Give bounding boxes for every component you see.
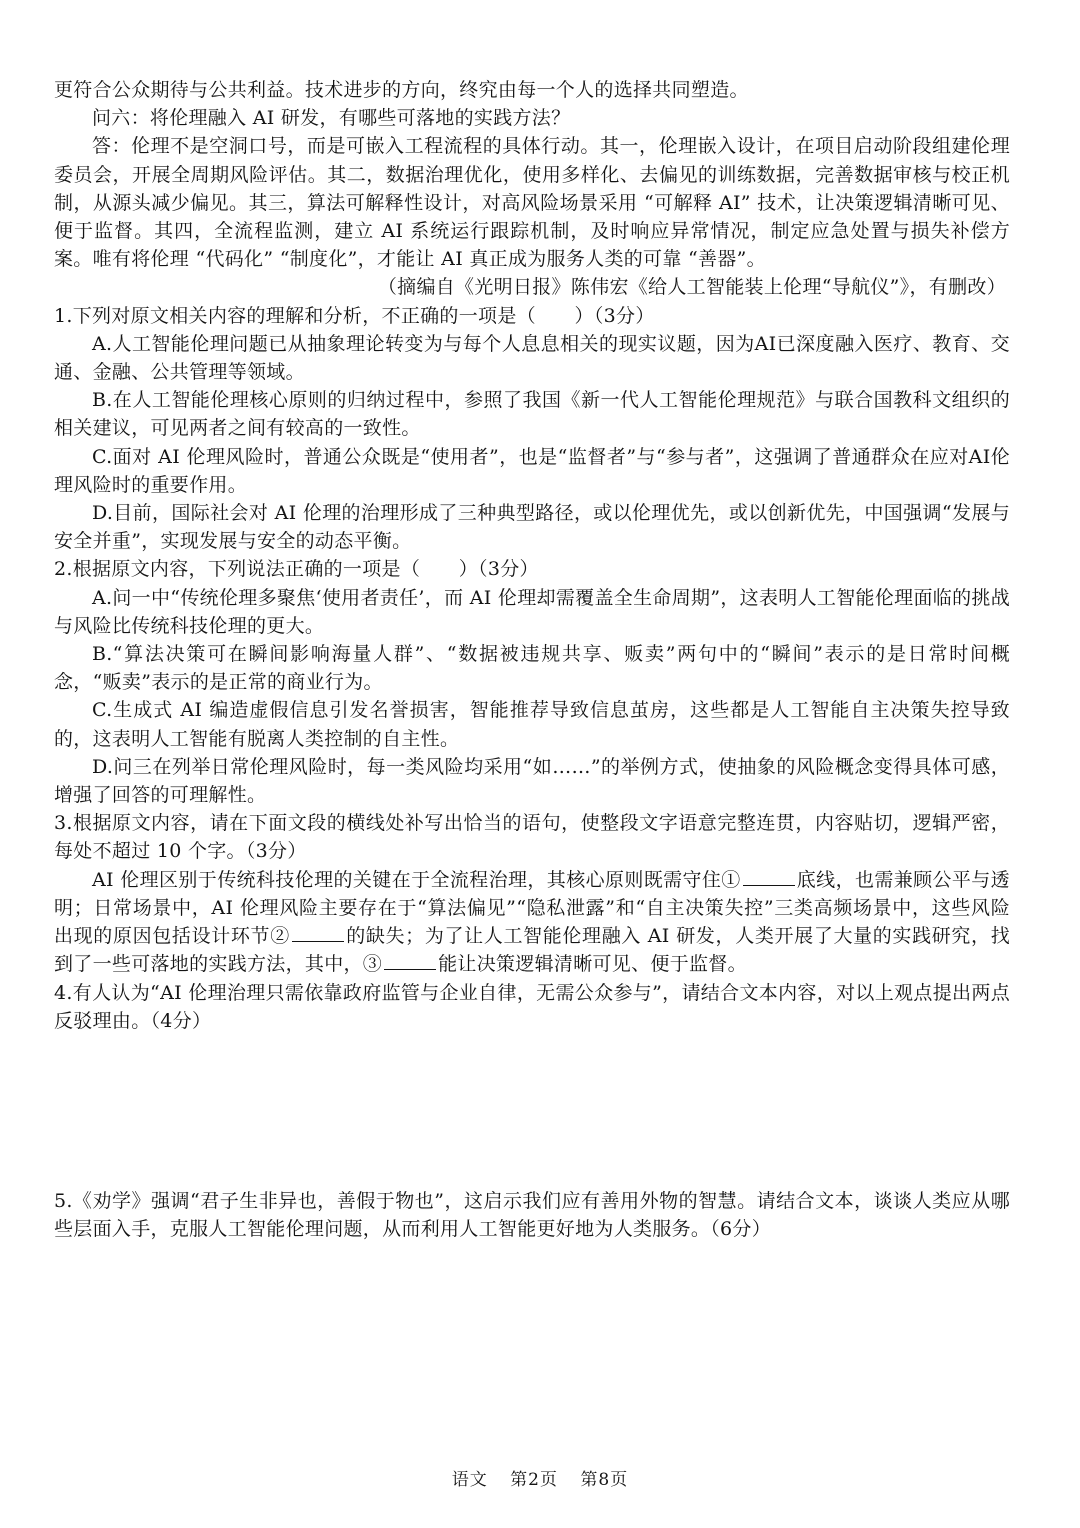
intro-tail-paragraph: 更符合公众期待与公共利益。技术进步的方向，终究由每一个人的选择共同塑造。 [54, 79, 749, 101]
question-1-stem: 1.下列对原文相关内容的理解和分析，不正确的一项是（ ）（3分） [54, 304, 655, 327]
question-2-option-a: A.问一中“传统伦理多聚焦‘使用者责任’，而 AI 伦理却需覆盖全生命周期”，这表明人工智能伦理面临的挑战与风险比传统科技伦理的更大。 [54, 586, 1010, 637]
question-3-text-2: 底线，也需兼顾公平与透明；日常场景中，AI 伦理风险主要存在于“算法偏见”“隐私泄露”和“自主决策失控”三类高频场景中，这些风险出现的原因包括设计环节② [54, 868, 1010, 948]
blank-3[interactable] [384, 969, 436, 970]
question-3-stem: 3.根据原文内容，请在下面文段的横线处补写出恰当的语句，使整段文字语意完整连贯，内容贴切，逻辑严密，每处不超过 10 个字。（3分） [54, 812, 1010, 863]
question-2-option-d: D.问三在列举日常伦理风险时，每一类风险均采用“如……”的举例方式，使抽象的风险概念变得具体可感，增强了回答的可理解性。 [54, 755, 1010, 807]
question-4-stem: 4.有人认为“AI 伦理治理只需依靠政府监管与企业自律，无需公众参与”，请结合文本内容，对以上观点提出两点反驳理由。（4分） [54, 981, 1010, 1032]
question-1-option-b: B.在人工智能伦理核心原则的归纳过程中，参照了我国《新一代人工智能伦理规范》与联合国教科文组织的相关建议，可见两者之间有较高的一致性。 [54, 389, 1010, 440]
blank-1[interactable] [743, 885, 795, 886]
question-2-option-b: B.“算法决策可在瞬间影响海量人群”、“数据被违规共享、贩卖”两句中的“瞬间”表示的是日常时间概念，“贩卖”表示的是正常的商业行为。 [54, 643, 1010, 694]
page-footer [0, 1465, 1080, 1490]
q6-answer: 答：伦理不是空洞口号，而是可嵌入工程流程的具体行动。其一，伦理嵌入设计，在项目启动阶段组建伦理委员会，开展全周期风险评估。其二，数据治理优化，使用多样化、去偏见的训练数据，完善数据审核与校正机制，从源头减少偏见。其三，算法可解释性设计，对高风险场景采用 “可解释 AI” 技术，让决策逻辑清晰可见、便于监督。其四，全流程监测，建立 AI 系统运行跟踪机制，及时响应异常情况，制定应急处置与损失补偿方案。唯有将伦理 “代码化” “制度化”，才能让 AI 真正成为服务人类的可靠 “善器”。 [54, 135, 1010, 271]
question-3-passage [54, 866, 1010, 979]
question-3-text-3: 的缺失；为了让人工智能伦理融入 AI 研发，人类开展了大量的实践研究，找到了一些可落地的实践方法，其中，③ [54, 925, 1011, 976]
exam-page [54, 76, 1010, 1243]
q6-question: 问六：将伦理融入 AI 研发，有哪些可落地的实践方法？ [92, 107, 571, 130]
footer-total-pages: 第8页 [580, 1470, 629, 1490]
source-citation: （摘编自《光明日报》陈伟宏《给人工智能装上伦理“导航仪”》，有删改） [377, 276, 1006, 299]
footer-subject: 语文 [451, 1470, 488, 1490]
question-2-stem: 2.根据原文内容，下列说法正确的一项是（ ）（3分） [54, 558, 539, 581]
question-2-option-c: C.生成式 AI 编造虚假信息引发名誉损害，智能推荐导致信息茧房，这些都是人工智能自主决策失控导致的，这表明人工智能有脱离人类控制的自主性。 [54, 699, 1010, 750]
question-3-text-1: AI 伦理区别于传统科技伦理的关键在于全流程治理，其核心原则既需守住① [92, 868, 741, 891]
blank-2[interactable] [292, 941, 344, 942]
question-1-option-c: C.面对 AI 伦理风险时，普通公众既是“使用者”，也是“监督者”与“参与者”，这强调了普通群众在应对AI伦理风险时的重要作用。 [54, 445, 1010, 496]
question-5-stem: 5.《劝学》强调“君子生非异也，善假于物也”，这启示我们应有善用外物的智慧。请结合文本，谈谈人类应从哪些层面入手，克服人工智能伦理问题，从而利用人工智能更好地为人类服务。（6分） [54, 1189, 1010, 1241]
question-1-option-d: D.目前，国际社会对 AI 伦理的治理形成了三种典型路径，或以伦理优先，或以创新优先，中国强调“发展与安全并重”，实现发展与安全的动态平衡。 [54, 502, 1010, 553]
question-4-answer-space[interactable] [54, 1035, 1010, 1187]
footer-page-number: 第2页 [510, 1470, 558, 1490]
question-3-text-4: 能让决策逻辑清晰可见、便于监督。 [438, 953, 747, 976]
question-1-option-a: A.人工智能伦理问题已从抽象理论转变为与每个人息息相关的现实议题，因为AI已深度融入医疗、教育、交通、金融、公共管理等领域。 [54, 332, 1010, 384]
